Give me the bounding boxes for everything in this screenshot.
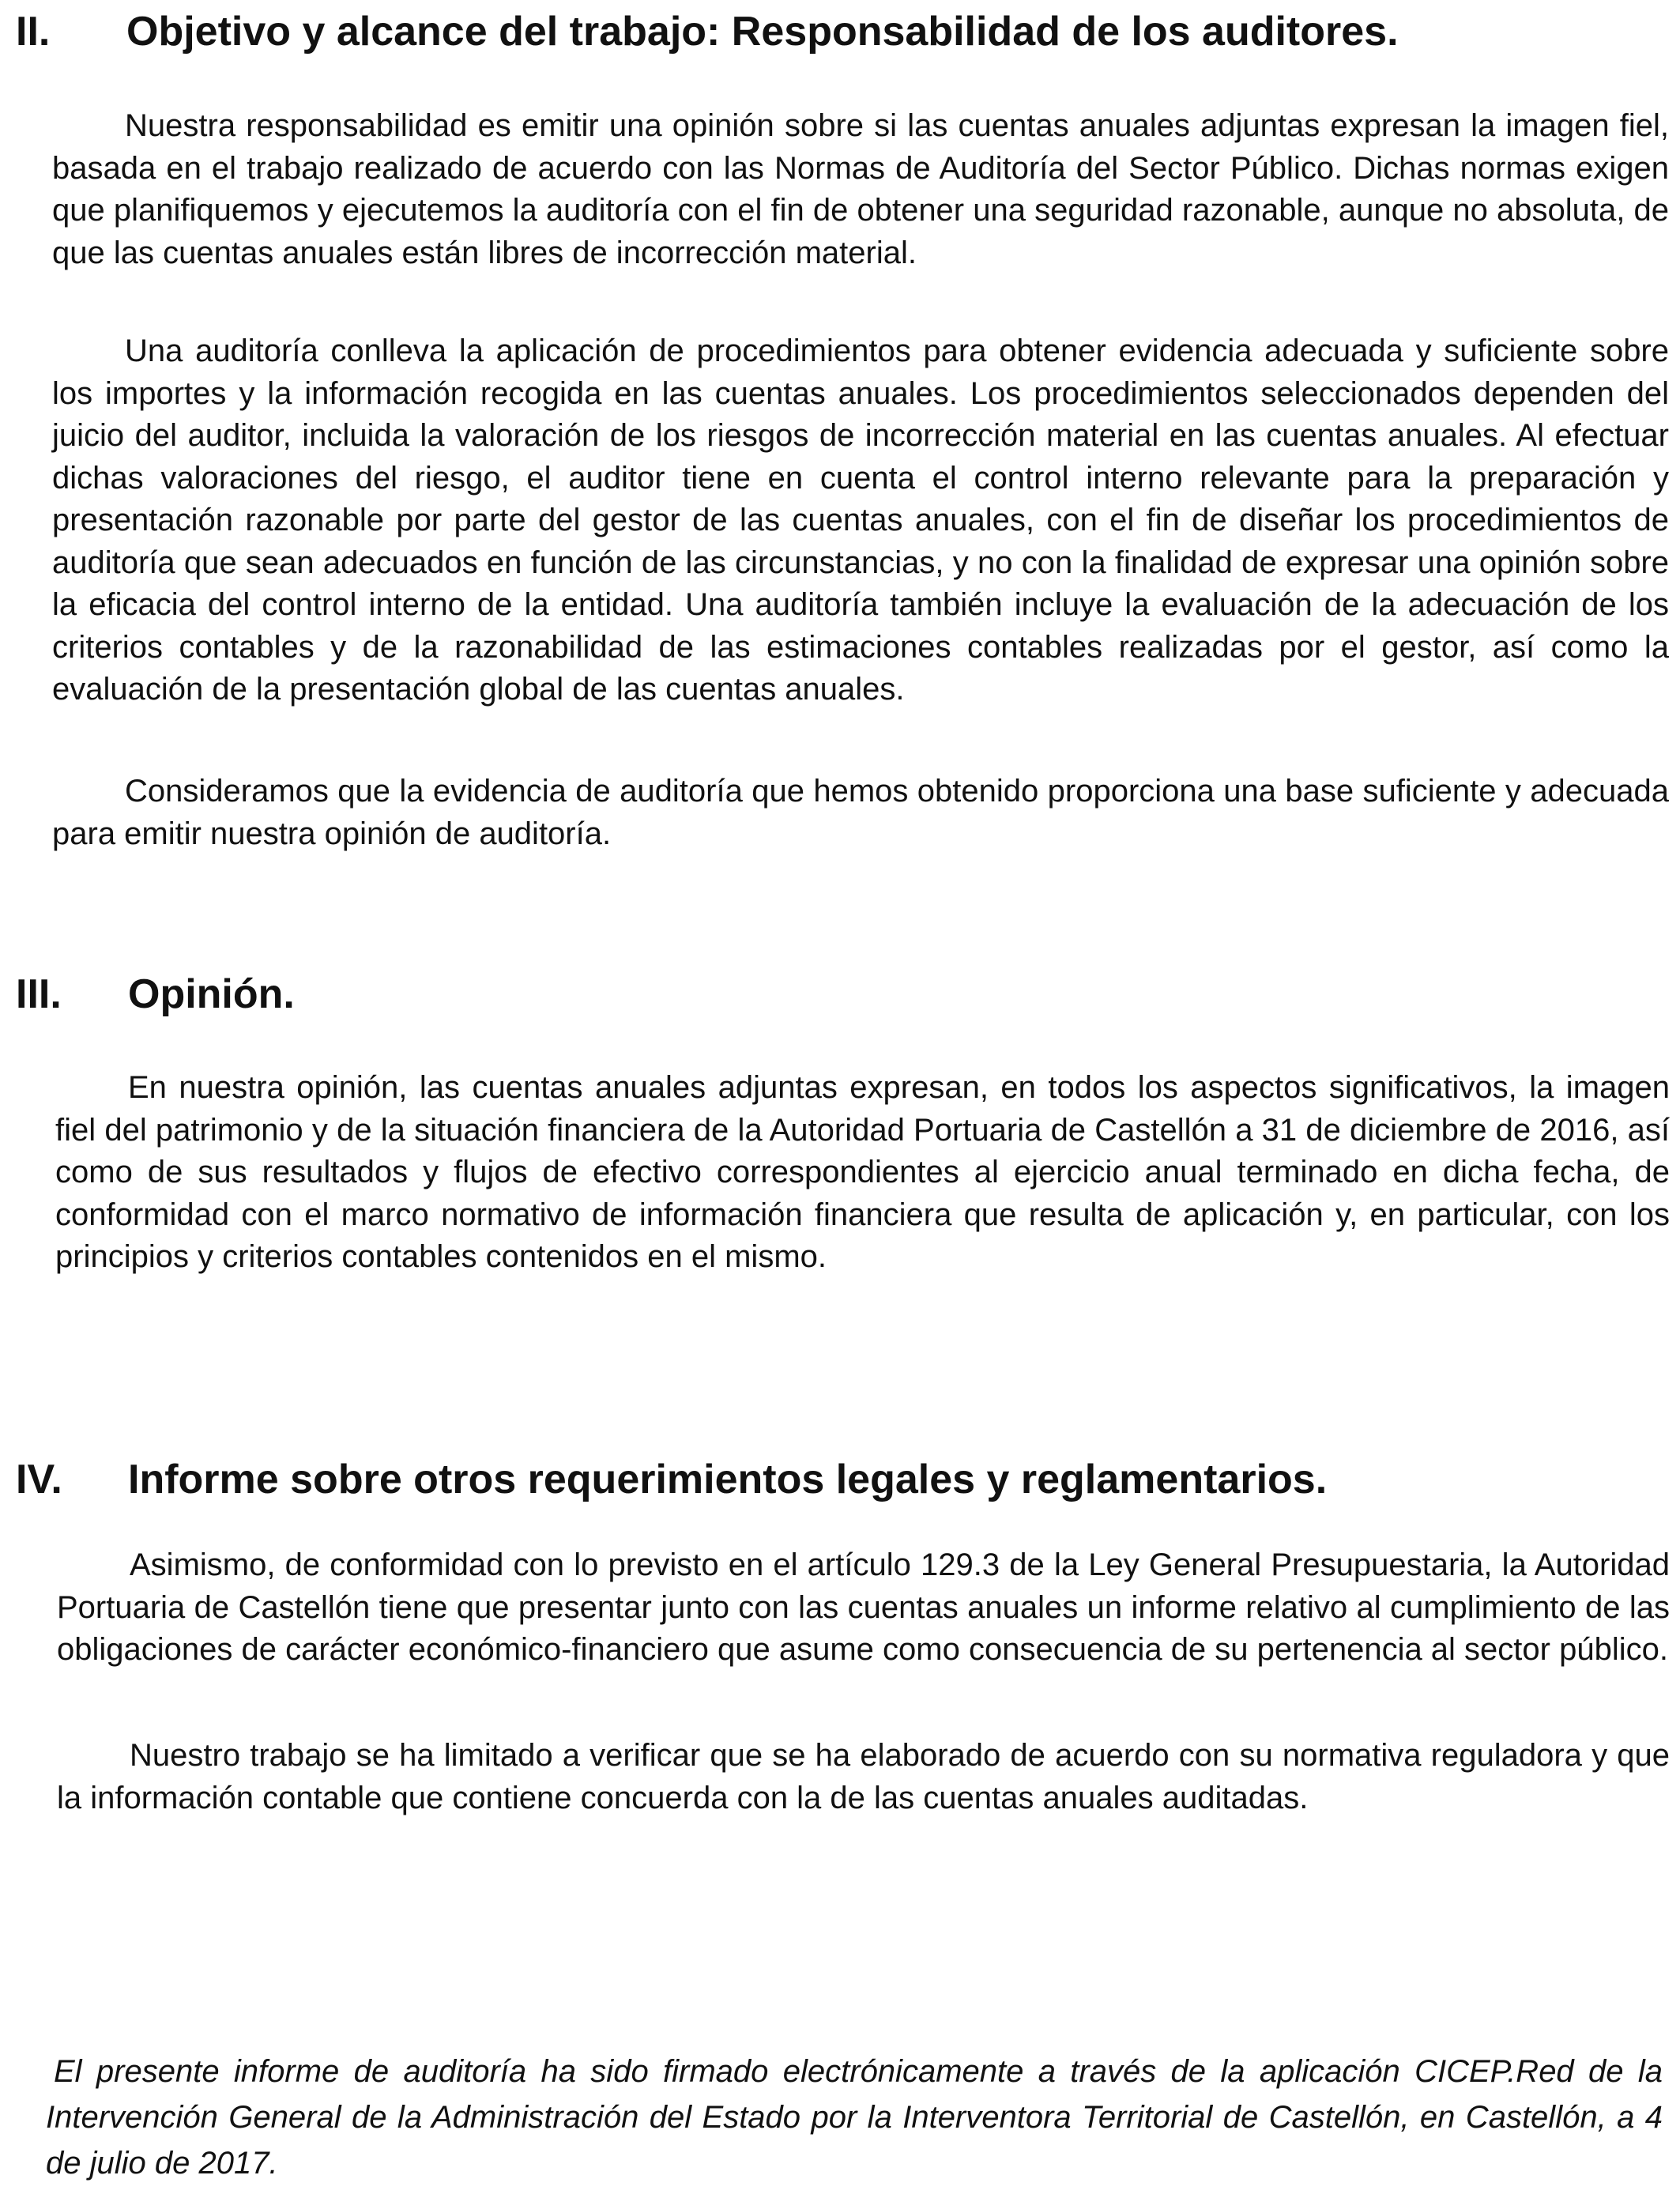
paragraph: Consideramos que la evidencia de auditoría que hemos obtenido proporciona una base suficiente y adecuada para emitir nuestra opinión de auditoría. <box>52 774 1669 851</box>
paragraph: Asimismo, de conformidad con lo previsto en el artículo 129.3 de la Ley General Presupuestaria, la Autoridad Portuaria de Castellón tiene que presentar junto con las cuentas anuales un informe relativo al cumplimiento de las obligaciones de carácter económico-financiero que asume como consecuencia de su pertenencia al sector público. <box>57 1547 1670 1667</box>
section-title: Objetivo y alcance del trabajo: Responsabilidad de los auditores. <box>126 9 1399 55</box>
signature-note: El presente informe de auditoría ha sido firmado electrónicamente a través de la aplicación CICEP.Red de la Intervención General de la Administración del Estado por la Interventora Territorial de Castellón, en Castellón, a 4 de julio de 2017. <box>46 2054 1663 2181</box>
section-number: III. <box>16 971 62 1017</box>
section-number: IV. <box>16 1457 62 1502</box>
paragraph: Nuestra responsabilidad es emitir una opinión sobre si las cuentas anuales adjuntas expresan la imagen fiel, basada en el trabajo realizado de acuerdo con las Normas de Auditoría del Sector Público. Dichas normas exigen que planifiquemos y ejecutemos la auditoría con el fin de obtener una seguridad razonable, aunque no absoluta, de que las cuentas anuales están libres de incorrección material. <box>52 108 1669 270</box>
paragraph: En nuestra opinión, las cuentas anuales adjuntas expresan, en todos los aspectos significativos, la imagen fiel del patrimonio y de la situación financiera de la Autoridad Portuaria de Castellón a 31 de diciembre de 2016, así como de sus resultados y flujos de efectivo correspondientes al ejercicio anual terminado en dicha fecha, de conformidad con el marco normativo de información financiera que resulta de aplicación y, en particular, con los principios y criterios contables contenidos en el mismo. <box>55 1070 1670 1274</box>
section-title: Informe sobre otros requerimientos legales y reglamentarios. <box>128 1457 1328 1502</box>
paragraph: Una auditoría conlleva la aplicación de procedimientos para obtener evidencia adecuada y suficiente sobre los importes y la información recogida en las cuentas anuales. Los procedimientos seleccionados dependen del juicio del auditor, incluida la valoración de los riesgos de incorrección material en las cuentas anuales. Al efectuar dichas valoraciones del riesgo, el auditor tiene en cuenta el control interno relevante para la preparación y presentación razonable por parte del gestor de las cuentas anuales, con el fin de diseñar los procedimientos de auditoría que sean adecuados en función de las circunstancias, y no con la finalidad de expresar una opinión sobre la eficacia del control interno de la entidad. Una auditoría también incluye la evaluación de la adecuación de los criterios contables y de la razonabilidad de las estimaciones contables realizadas por el gestor, así como la evaluación de la presentación global de las cuentas anuales. <box>52 334 1669 707</box>
paragraph: Nuestro trabajo se ha limitado a verificar que se ha elaborado de acuerdo con su normativa reguladora y que la información contable que contiene concuerda con la de las cuentas anuales auditadas. <box>57 1738 1670 1815</box>
section-number: II. <box>16 9 51 55</box>
section-title: Opinión. <box>128 971 295 1017</box>
